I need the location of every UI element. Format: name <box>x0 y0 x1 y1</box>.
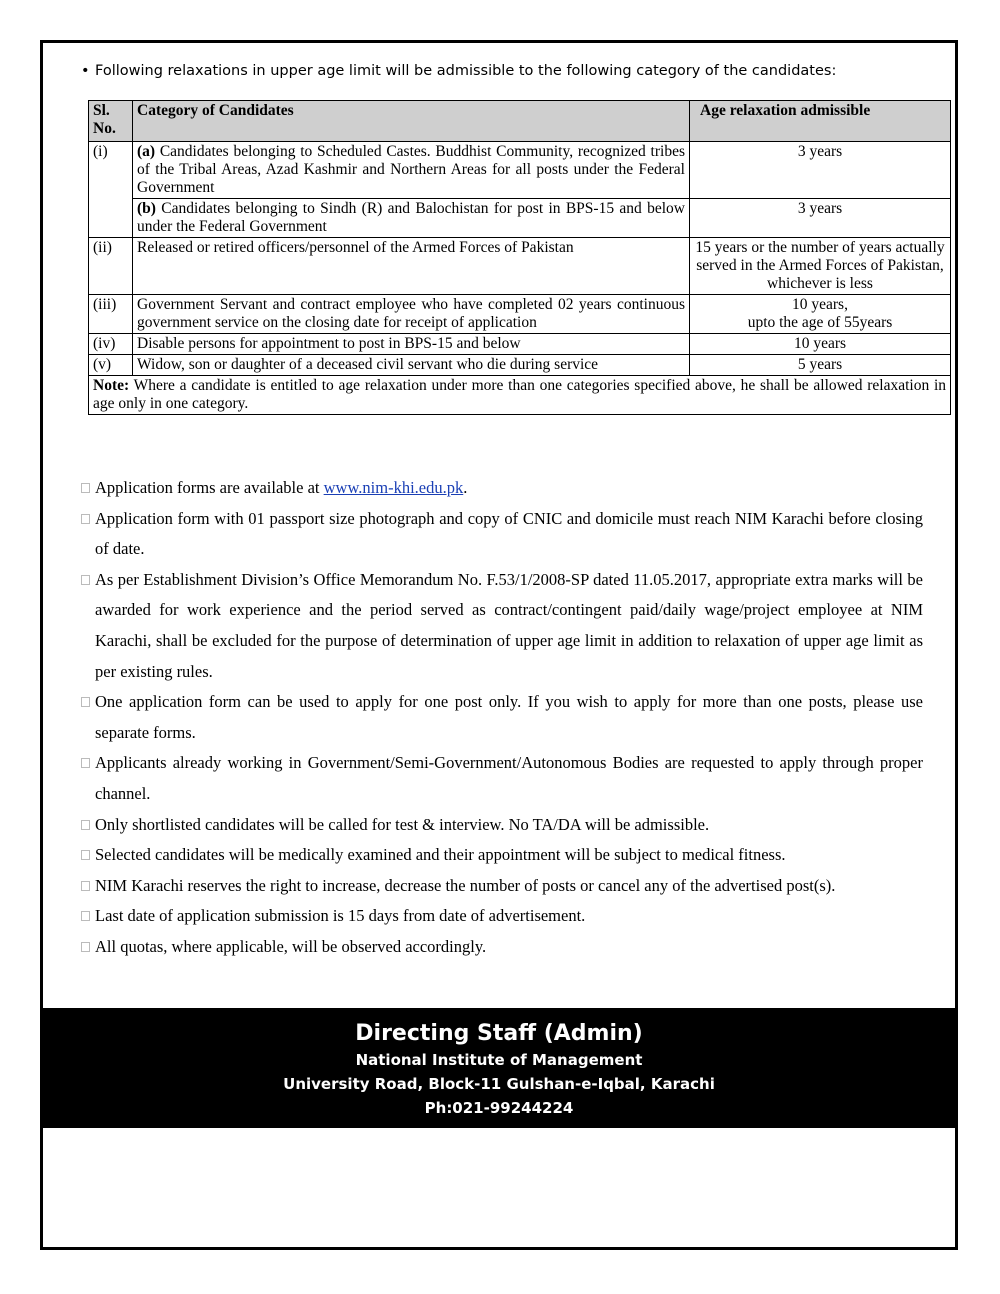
row-age: 10 years <box>690 334 951 355</box>
header-age-relaxation: Age relaxation admissible <box>690 101 951 142</box>
table-header-row <box>89 101 951 142</box>
contact-footer <box>43 1008 955 1128</box>
table-row <box>89 238 951 295</box>
table-row <box>89 142 951 199</box>
row-category: Government Servant and contract employee who have completed 02 years continuous government service on the closing date for receipt of application <box>133 295 690 334</box>
row-age: 3 years <box>690 199 951 238</box>
list-item <box>81 687 923 748</box>
list-item <box>81 473 923 504</box>
bullet-dot: • <box>81 63 90 79</box>
list-item-text: Application form with 01 passport size photograph and copy of CNIC and domicile must reach NIM Karachi before closing of date. <box>95 508 923 559</box>
list-item <box>81 932 923 963</box>
table-row <box>89 295 951 334</box>
checkbox-glyph-icon <box>81 575 90 585</box>
row-category: Disable persons for appointment to post in BPS-15 and below <box>133 334 690 355</box>
footer-title: Directing Staff (Admin) <box>355 1021 643 1046</box>
website-link[interactable]: www.nim-khi.edu.pk <box>323 478 464 497</box>
row-sub-label: (b) <box>137 200 156 217</box>
table-note <box>89 376 951 415</box>
list-item-text: Last date of application submission is 15 days from date of advertisement. <box>95 906 586 926</box>
row-category <box>133 199 690 238</box>
page-frame <box>40 40 958 1250</box>
footer-address: University Road, Block-11 Gulshan-e-Iqbal, Karachi <box>283 1075 715 1093</box>
list-item-text: Selected candidates will be medically examined and their appointment will be subject to medical fitness. <box>95 845 786 865</box>
list-item-text: Applicants already working in Government/Semi-Government/Autonomous Bodies are requested to apply through proper channel. <box>95 753 923 803</box>
row-sub-label: (a) <box>137 143 156 160</box>
header-sl-no: Sl. No. <box>89 101 133 142</box>
list-item <box>81 871 923 902</box>
checkbox-glyph-icon <box>81 881 90 891</box>
checkbox-glyph-icon <box>81 942 90 952</box>
row-category-text: Candidates belonging to Sindh (R) and Balochistan for post in BPS-15 and below under the Federal Government <box>137 200 685 235</box>
list-item <box>81 840 923 871</box>
age-relaxation-table <box>88 100 951 415</box>
list-item-suffix: . <box>463 478 468 497</box>
checkbox-glyph-icon <box>81 911 90 921</box>
row-age: 15 years or the number of years actually served in the Armed Forces of Pakistan, whichever is less <box>690 238 951 295</box>
table-note-row <box>89 376 951 415</box>
list-item-text: NIM Karachi reserves the right to increase, decrease the number of posts or cancel any of the advertised post(s). <box>95 875 836 895</box>
note-text: Where a candidate is entitled to age relaxation under more than one categories specified above, he shall be allowed relaxation in age only in one category. <box>93 377 946 412</box>
list-item-text: All quotas, where applicable, will be observed accordingly. <box>95 936 487 956</box>
table-row <box>89 334 951 355</box>
checkbox-glyph-icon <box>81 697 90 707</box>
row-sl: (iii) <box>89 295 133 334</box>
instructions-list <box>81 473 923 963</box>
row-age: 3 years <box>690 142 951 199</box>
note-label: Note: <box>93 377 130 394</box>
row-sl: (i) <box>89 142 133 238</box>
list-item-text: As per Establishment Division’s Office Memorandum No. F.53/1/2008-SP dated 11.05.2017, appropriate extra marks will be awarded for work experience and the period served as contract/contingent paid/daily wage/project employee at NIM Karachi, shall be excluded for the purpose of determination of upper age limit in addition to relaxation of upper age limit as per existing rules. <box>95 569 923 681</box>
footer-phone: Ph:021-99244224 <box>424 1099 574 1117</box>
row-age-line2: upto the age of 55years <box>747 314 893 331</box>
row-sl: (ii) <box>89 238 133 295</box>
list-item <box>81 810 923 841</box>
list-item-text: One application form can be used to apply for one post only. If you wish to apply for more than one posts, please use separate forms. <box>95 692 923 742</box>
row-category: Released or retired officers/personnel of the Armed Forces of Pakistan <box>133 238 690 295</box>
intro-text: Following relaxations in upper age limit will be admissible to the following category of the candidates: <box>95 63 837 79</box>
intro-line <box>81 63 941 79</box>
row-age-line1: 10 years, <box>792 296 848 313</box>
checkbox-glyph-icon <box>81 850 90 860</box>
table-row <box>89 355 951 376</box>
row-category <box>133 142 690 199</box>
row-sl: (v) <box>89 355 133 376</box>
list-item-text: Application forms are available at <box>95 478 324 497</box>
list-item-text: Only shortlisted candidates will be called for test & interview. No TA/DA will be admissible. <box>95 814 710 834</box>
header-category: Category of Candidates <box>133 101 690 142</box>
list-item <box>81 504 923 565</box>
checkbox-glyph-icon <box>81 820 90 830</box>
checkbox-glyph-icon <box>81 483 90 493</box>
list-item <box>81 901 923 932</box>
row-category: Widow, son or daughter of a deceased civil servant who die during service <box>133 355 690 376</box>
checkbox-glyph-icon <box>81 514 90 524</box>
footer-org: National Institute of Management <box>355 1051 643 1069</box>
list-item <box>81 748 923 809</box>
row-sl: (iv) <box>89 334 133 355</box>
row-age <box>690 295 951 334</box>
list-item <box>81 565 923 687</box>
table-row <box>89 199 951 238</box>
checkbox-glyph-icon <box>81 758 90 768</box>
row-age: 5 years <box>690 355 951 376</box>
row-category-text: Candidates belonging to Scheduled Castes. Buddhist Community, recognized tribes of the Tribal Areas, Azad Kashmir and Northern Areas for all posts under the Federal Government <box>137 143 685 196</box>
